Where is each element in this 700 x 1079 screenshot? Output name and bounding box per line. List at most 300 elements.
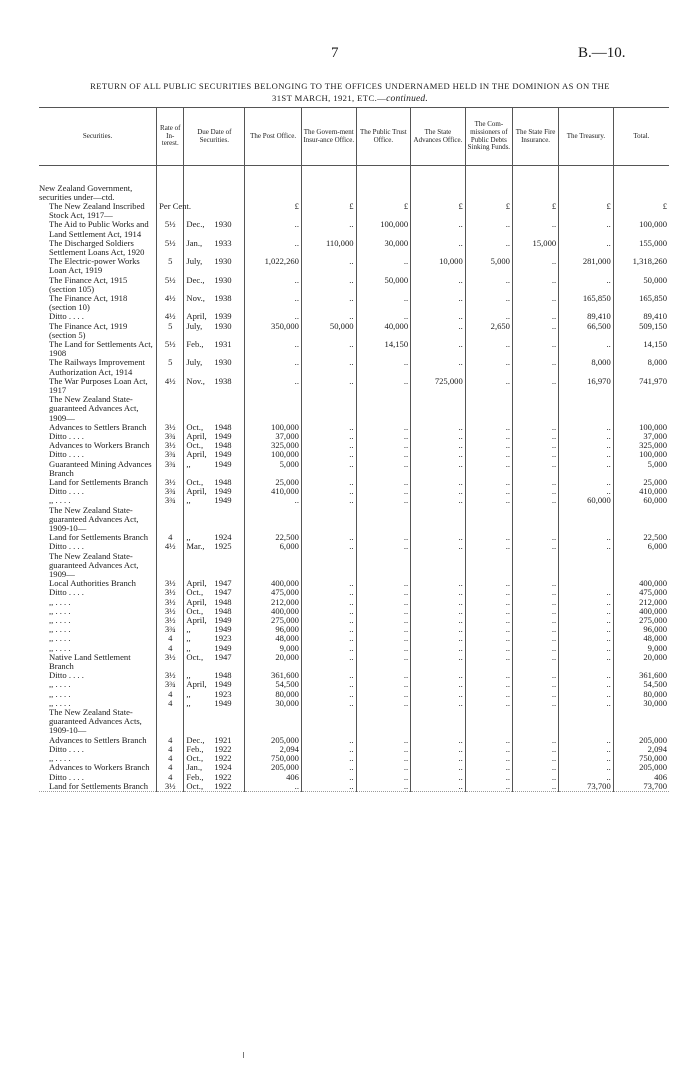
state-advances-cell: .. bbox=[411, 736, 466, 745]
state-advances-cell: .. bbox=[411, 588, 466, 597]
rate-cell: 4 bbox=[157, 745, 184, 754]
due-year: 1922 bbox=[214, 780, 232, 791]
sinking-funds-cell: .. bbox=[465, 423, 512, 432]
sinking-funds-cell: .. bbox=[465, 763, 512, 772]
title-continued: continued. bbox=[386, 94, 428, 104]
government-insurance-cell: .. bbox=[301, 671, 356, 680]
rate-cell: 3½ bbox=[157, 653, 184, 671]
rate-cell: 3¾ bbox=[157, 487, 184, 496]
public-trust-cell: .. bbox=[356, 745, 411, 754]
due-month: Dec., bbox=[186, 274, 205, 285]
due-month: Oct., bbox=[186, 587, 204, 598]
rate-cell: 4 bbox=[157, 699, 184, 708]
total-cell bbox=[613, 184, 669, 202]
due-year: 1949 bbox=[214, 458, 232, 469]
public-trust-cell: .. bbox=[356, 358, 411, 376]
treasury-cell: 281,000 bbox=[559, 257, 614, 275]
post-office-cell: .. bbox=[245, 782, 302, 792]
government-insurance-cell: .. bbox=[301, 690, 356, 699]
state-fire-cell: .. bbox=[512, 782, 558, 792]
sinking-funds-cell: .. bbox=[465, 690, 512, 699]
state-advances-cell: .. bbox=[411, 699, 466, 708]
due-month: Jan., bbox=[186, 762, 203, 773]
treasury-cell: 8,000 bbox=[559, 358, 614, 376]
public-trust-cell: £ bbox=[356, 202, 411, 220]
security-name-cell: ,, . . . . bbox=[49, 688, 71, 699]
post-office-cell: 48,000 bbox=[245, 634, 302, 643]
title-line-2 bbox=[28, 92, 672, 105]
treasury-cell bbox=[559, 166, 614, 184]
state-fire-cell bbox=[512, 395, 558, 423]
sinking-funds-cell: .. bbox=[465, 754, 512, 763]
due-month: ,, bbox=[186, 642, 191, 653]
footer-mark bbox=[243, 1052, 244, 1058]
due-month: Dec., bbox=[186, 219, 205, 230]
table-row bbox=[39, 763, 669, 772]
total-cell: 100,000 bbox=[613, 423, 669, 432]
treasury-cell: .. bbox=[559, 220, 614, 238]
due-month: July, bbox=[186, 320, 203, 331]
rate-cell: 4½ bbox=[157, 312, 184, 321]
state-fire-cell: .. bbox=[512, 478, 558, 487]
post-office-cell: 361,600 bbox=[245, 671, 302, 680]
state-advances-cell: .. bbox=[411, 460, 466, 478]
sinking-funds-cell: .. bbox=[465, 745, 512, 754]
government-insurance-cell: .. bbox=[301, 616, 356, 625]
total-cell: 5,000 bbox=[613, 460, 669, 478]
rate-cell: 4½ bbox=[157, 542, 184, 551]
security-name-cell: The Electric-power Works Loan Act, 1919 bbox=[49, 256, 140, 276]
col-government-insurance: The Govern-ment Insur-ance Office. bbox=[301, 108, 356, 166]
sinking-funds-cell: .. bbox=[465, 478, 512, 487]
security-name-cell: ,, . . . . bbox=[49, 624, 71, 635]
state-advances-cell bbox=[411, 708, 466, 736]
due-month: Oct., bbox=[186, 651, 204, 662]
post-office-cell: 96,000 bbox=[245, 625, 302, 634]
state-advances-cell: .. bbox=[411, 671, 466, 680]
government-insurance-cell: .. bbox=[301, 432, 356, 441]
due-month: April, bbox=[186, 578, 207, 589]
table-row bbox=[39, 588, 669, 597]
security-name-cell: ,, . . . . bbox=[49, 596, 71, 607]
total-cell: 54,500 bbox=[613, 680, 669, 689]
total-cell: 37,000 bbox=[613, 432, 669, 441]
due-year: 1949 bbox=[214, 642, 232, 653]
security-name-cell: Ditto . . . . bbox=[49, 771, 84, 782]
treasury-cell: .. bbox=[559, 441, 614, 450]
post-office-cell: .. bbox=[245, 377, 302, 395]
post-office-cell: .. bbox=[245, 220, 302, 238]
government-insurance-cell: .. bbox=[301, 782, 356, 792]
public-trust-cell: .. bbox=[356, 377, 411, 395]
government-insurance-cell: .. bbox=[301, 377, 356, 395]
public-trust-cell: .. bbox=[356, 607, 411, 616]
security-name-cell: The New Zealand State-guaranteed Advances Act, 1909— bbox=[49, 550, 139, 580]
rate-cell: 3½ bbox=[157, 607, 184, 616]
government-insurance-cell: .. bbox=[301, 745, 356, 754]
post-office-cell: 1,022,260 bbox=[245, 257, 302, 275]
treasury-cell: .. bbox=[559, 773, 614, 782]
total-cell: 96,000 bbox=[613, 625, 669, 634]
col-total: Total. bbox=[613, 108, 669, 166]
sinking-funds-cell: .. bbox=[465, 773, 512, 782]
sinking-funds-cell: .. bbox=[465, 736, 512, 745]
due-date-cell bbox=[184, 699, 245, 708]
due-date-cell bbox=[184, 257, 245, 275]
public-trust-cell: .. bbox=[356, 598, 411, 607]
treasury-cell: .. bbox=[559, 616, 614, 625]
state-fire-cell: .. bbox=[512, 432, 558, 441]
government-insurance-cell: .. bbox=[301, 773, 356, 782]
state-advances-cell: .. bbox=[411, 763, 466, 772]
treasury-cell: .. bbox=[559, 423, 614, 432]
due-month: Oct., bbox=[186, 421, 204, 432]
due-year: 1933 bbox=[214, 237, 232, 248]
post-office-cell: .. bbox=[245, 358, 302, 376]
sinking-funds-cell: 2,650 bbox=[465, 322, 512, 340]
due-month: Oct., bbox=[186, 605, 204, 616]
rate-cell: 3¾ bbox=[157, 450, 184, 459]
due-month: Nov., bbox=[186, 292, 205, 303]
due-month: April, bbox=[186, 486, 207, 497]
treasury-cell: .. bbox=[559, 607, 614, 616]
sinking-funds-cell: .. bbox=[465, 450, 512, 459]
state-advances-cell bbox=[411, 552, 466, 580]
post-office-cell: 100,000 bbox=[245, 450, 302, 459]
government-insurance-cell bbox=[301, 184, 356, 202]
total-cell: 2,094 bbox=[613, 745, 669, 754]
rate-cell: 3½ bbox=[157, 441, 184, 450]
total-cell: 275,000 bbox=[613, 616, 669, 625]
sinking-funds-cell: .. bbox=[465, 460, 512, 478]
due-date-cell bbox=[184, 294, 245, 312]
government-insurance-cell: .. bbox=[301, 276, 356, 294]
government-insurance-cell: .. bbox=[301, 699, 356, 708]
security-name-cell: ,, . . . . bbox=[49, 615, 71, 626]
due-date-cell bbox=[184, 377, 245, 395]
state-fire-cell: .. bbox=[512, 377, 558, 395]
security-name-cell: The War Purposes Loan Act, 1917 bbox=[49, 375, 148, 395]
public-trust-cell: .. bbox=[356, 533, 411, 542]
security-name-cell: Native Land Settlement Branch bbox=[49, 651, 131, 672]
total-cell: 22,500 bbox=[613, 533, 669, 542]
treasury-cell: .. bbox=[559, 745, 614, 754]
due-month: Feb., bbox=[186, 771, 204, 782]
due-year: 1939 bbox=[214, 311, 232, 322]
due-date-cell bbox=[184, 276, 245, 294]
state-fire-cell: .. bbox=[512, 680, 558, 689]
post-office-cell: .. bbox=[245, 312, 302, 321]
total-cell: 73,700 bbox=[613, 782, 669, 792]
treasury-cell: .. bbox=[559, 542, 614, 551]
government-insurance-cell: .. bbox=[301, 653, 356, 671]
total-cell: 400,000 bbox=[613, 607, 669, 616]
post-office-cell: 205,000 bbox=[245, 763, 302, 772]
public-trust-cell: 14,150 bbox=[356, 340, 411, 358]
public-trust-cell: .. bbox=[356, 478, 411, 487]
public-trust-cell: .. bbox=[356, 634, 411, 643]
due-year: 1949 bbox=[214, 615, 232, 626]
sinking-funds-cell: £ bbox=[465, 202, 512, 220]
sinking-funds-cell: .. bbox=[465, 634, 512, 643]
state-advances-cell: .. bbox=[411, 358, 466, 376]
sinking-funds-cell: .. bbox=[465, 653, 512, 671]
security-name-cell: ,, . . . . bbox=[49, 753, 71, 764]
rate-cell: 4½ bbox=[157, 377, 184, 395]
due-year: 1931 bbox=[214, 338, 232, 349]
sinking-funds-cell: .. bbox=[465, 699, 512, 708]
due-month: ,, bbox=[186, 633, 191, 644]
state-fire-cell: .. bbox=[512, 579, 558, 588]
state-advances-cell: .. bbox=[411, 239, 466, 257]
total-cell bbox=[613, 708, 669, 736]
state-fire-cell: .. bbox=[512, 496, 558, 505]
due-date-cell bbox=[184, 552, 245, 580]
sinking-funds-cell bbox=[465, 395, 512, 423]
public-trust-cell: .. bbox=[356, 441, 411, 450]
post-office-cell bbox=[245, 552, 302, 580]
total-cell: 475,000 bbox=[613, 588, 669, 597]
sinking-funds-cell: .. bbox=[465, 579, 512, 588]
rate-cell: 4 bbox=[157, 754, 184, 763]
total-cell: 6,000 bbox=[613, 542, 669, 551]
public-trust-cell: 30,000 bbox=[356, 239, 411, 257]
security-name-cell: Ditto . . . . bbox=[49, 743, 84, 754]
state-fire-cell: .. bbox=[512, 294, 558, 312]
public-trust-cell: .. bbox=[356, 754, 411, 763]
state-advances-cell: £ bbox=[411, 202, 466, 220]
state-fire-cell: .. bbox=[512, 322, 558, 340]
government-insurance-cell: .. bbox=[301, 533, 356, 542]
government-insurance-cell: .. bbox=[301, 680, 356, 689]
post-office-cell: 400,000 bbox=[245, 607, 302, 616]
security-name-cell: ,, . . . . bbox=[49, 605, 71, 616]
sinking-funds-cell: .. bbox=[465, 487, 512, 496]
due-month: April, bbox=[186, 311, 207, 322]
public-trust-cell: .. bbox=[356, 773, 411, 782]
post-office-cell: 410,000 bbox=[245, 487, 302, 496]
rate-cell: 3½ bbox=[157, 478, 184, 487]
treasury-cell: .. bbox=[559, 478, 614, 487]
treasury-cell bbox=[559, 506, 614, 534]
security-name-cell: The New Zealand State-guaranteed Advances Act, 1909-10— bbox=[49, 504, 139, 534]
rate-cell: 5 bbox=[157, 322, 184, 340]
due-year: 1948 bbox=[214, 670, 232, 681]
government-insurance-cell: .. bbox=[301, 312, 356, 321]
treasury-cell: .. bbox=[559, 671, 614, 680]
treasury-cell: 165,850 bbox=[559, 294, 614, 312]
state-fire-cell: .. bbox=[512, 257, 558, 275]
total-cell: 509,150 bbox=[613, 322, 669, 340]
rate-cell: 3½ bbox=[157, 579, 184, 588]
rate-cell bbox=[157, 166, 184, 184]
table-row bbox=[39, 202, 669, 220]
due-year: 1922 bbox=[214, 771, 232, 782]
state-fire-cell: .. bbox=[512, 671, 558, 680]
sinking-funds-cell: .. bbox=[465, 588, 512, 597]
state-fire-cell: .. bbox=[512, 276, 558, 294]
treasury-cell: 60,000 bbox=[559, 496, 614, 505]
state-advances-cell: .. bbox=[411, 579, 466, 588]
sinking-funds-cell: .. bbox=[465, 441, 512, 450]
table-row bbox=[39, 653, 669, 671]
due-year: 1938 bbox=[214, 375, 232, 386]
state-fire-cell bbox=[512, 506, 558, 534]
post-office-cell: 54,500 bbox=[245, 680, 302, 689]
government-insurance-cell: .. bbox=[301, 450, 356, 459]
post-office-cell bbox=[245, 506, 302, 534]
due-month: Jan., bbox=[186, 237, 203, 248]
government-insurance-cell: 110,000 bbox=[301, 239, 356, 257]
due-year: 1938 bbox=[214, 292, 232, 303]
government-insurance-cell: .. bbox=[301, 644, 356, 653]
security-name-cell: ,, . . . . bbox=[49, 495, 71, 506]
government-insurance-cell: .. bbox=[301, 625, 356, 634]
due-month: Oct., bbox=[186, 753, 204, 764]
security-name-cell: The New Zealand State-guaranteed Advances Acts, 1909-10— bbox=[49, 707, 142, 736]
government-insurance-cell: .. bbox=[301, 478, 356, 487]
table-row bbox=[39, 340, 669, 358]
rate-cell: 3¾ bbox=[157, 496, 184, 505]
security-name-cell: Guaranteed Mining Advances Branch bbox=[49, 458, 152, 478]
security-name-cell: Ditto . . . . bbox=[49, 430, 84, 441]
public-trust-cell: .. bbox=[356, 736, 411, 745]
total-cell: 361,600 bbox=[613, 671, 669, 680]
post-office-cell: 37,000 bbox=[245, 432, 302, 441]
security-name-cell: The New Zealand Inscribed Stock Act, 1917— bbox=[49, 200, 145, 221]
public-trust-cell: .. bbox=[356, 690, 411, 699]
government-insurance-cell: .. bbox=[301, 220, 356, 238]
due-date-cell bbox=[184, 460, 245, 478]
post-office-cell: 25,000 bbox=[245, 478, 302, 487]
post-office-cell: 6,000 bbox=[245, 542, 302, 551]
post-office-cell bbox=[245, 395, 302, 423]
rate-cell: 4 bbox=[157, 690, 184, 699]
security-name-cell: ,, . . . . bbox=[49, 642, 71, 653]
state-fire-cell: .. bbox=[512, 763, 558, 772]
total-cell: 400,000 bbox=[613, 579, 669, 588]
col-state-advances: The State Advances Office. bbox=[411, 108, 466, 166]
table-row bbox=[39, 460, 669, 478]
table-row bbox=[39, 671, 669, 680]
due-year: 1922 bbox=[214, 753, 232, 764]
state-fire-cell: .. bbox=[512, 487, 558, 496]
state-fire-cell: .. bbox=[512, 588, 558, 597]
due-month: April, bbox=[186, 449, 207, 460]
state-advances-cell bbox=[411, 395, 466, 423]
rate-cell bbox=[157, 184, 184, 202]
post-office-cell: 80,000 bbox=[245, 690, 302, 699]
due-year: 1947 bbox=[214, 651, 232, 662]
table-row bbox=[39, 533, 669, 542]
due-year: 1923 bbox=[214, 688, 232, 699]
state-advances-cell: .. bbox=[411, 782, 466, 792]
public-trust-cell: .. bbox=[356, 312, 411, 321]
treasury-cell: .. bbox=[559, 276, 614, 294]
treasury-cell: .. bbox=[559, 598, 614, 607]
public-trust-cell: .. bbox=[356, 644, 411, 653]
state-advances-cell: .. bbox=[411, 542, 466, 551]
treasury-cell bbox=[559, 395, 614, 423]
due-date-cell bbox=[184, 395, 245, 423]
government-insurance-cell: 50,000 bbox=[301, 322, 356, 340]
due-date-cell bbox=[184, 782, 245, 792]
table-row bbox=[39, 745, 669, 754]
due-year: 1925 bbox=[214, 541, 232, 552]
public-trust-cell: 40,000 bbox=[356, 322, 411, 340]
public-trust-cell: .. bbox=[356, 616, 411, 625]
treasury-cell: .. bbox=[559, 487, 614, 496]
sinking-funds-cell bbox=[465, 506, 512, 534]
sinking-funds-cell: .. bbox=[465, 358, 512, 376]
post-office-cell: 350,000 bbox=[245, 322, 302, 340]
due-year: 1949 bbox=[214, 697, 232, 708]
government-insurance-cell: .. bbox=[301, 257, 356, 275]
due-month: ,, bbox=[186, 670, 191, 681]
state-fire-cell bbox=[512, 708, 558, 736]
due-date-cell bbox=[184, 496, 245, 505]
table-row bbox=[39, 166, 669, 184]
rate-cell: 3¾ bbox=[157, 432, 184, 441]
security-name-cell: Advances to Workers Branch bbox=[49, 440, 150, 451]
rate-cell: 3½ bbox=[157, 598, 184, 607]
rate-cell: 5½ bbox=[157, 220, 184, 238]
security-name-cell: New Zealand Government, securities under—ctd. bbox=[39, 182, 133, 202]
due-year: 1930 bbox=[214, 256, 232, 267]
state-advances-cell: .. bbox=[411, 294, 466, 312]
total-cell: 212,000 bbox=[613, 598, 669, 607]
due-year: 1948 bbox=[214, 421, 232, 432]
table-row bbox=[39, 736, 669, 745]
table-row bbox=[39, 377, 669, 395]
table-row bbox=[39, 542, 669, 551]
table-row bbox=[39, 699, 669, 708]
public-trust-cell: .. bbox=[356, 699, 411, 708]
total-cell: 325,000 bbox=[613, 441, 669, 450]
state-advances-cell bbox=[411, 506, 466, 534]
security-name-cell: Land for Settlements Branch bbox=[49, 532, 149, 543]
government-insurance-cell: .. bbox=[301, 598, 356, 607]
table-row bbox=[39, 322, 669, 340]
rate-cell: 4 bbox=[157, 644, 184, 653]
post-office-cell: 5,000 bbox=[245, 460, 302, 478]
security-name-cell: The Finance Act, 1919 (section 5) bbox=[49, 320, 128, 340]
total-cell: 406 bbox=[613, 773, 669, 782]
public-trust-cell bbox=[356, 184, 411, 202]
total-cell: 89,410 bbox=[613, 312, 669, 321]
security-name-cell bbox=[39, 166, 157, 184]
post-office-cell: 750,000 bbox=[245, 754, 302, 763]
due-month: April, bbox=[186, 615, 207, 626]
public-trust-cell: .. bbox=[356, 653, 411, 671]
treasury-cell: .. bbox=[559, 763, 614, 772]
post-office-cell: 9,000 bbox=[245, 644, 302, 653]
due-year: 1923 bbox=[214, 633, 232, 644]
treasury-cell: .. bbox=[559, 653, 614, 671]
total-cell: 9,000 bbox=[613, 644, 669, 653]
state-advances-cell: 10,000 bbox=[411, 257, 466, 275]
title-date: 31ST MARCH, 1921, ETC.— bbox=[272, 93, 387, 103]
government-insurance-cell: .. bbox=[301, 579, 356, 588]
state-advances-cell: .. bbox=[411, 450, 466, 459]
treasury-cell: .. bbox=[559, 588, 614, 597]
security-name-cell: ,, . . . . bbox=[49, 697, 71, 708]
total-cell: 1,318,260 bbox=[613, 257, 669, 275]
state-fire-cell: .. bbox=[512, 754, 558, 763]
due-month: April, bbox=[186, 430, 207, 441]
state-fire-cell: .. bbox=[512, 423, 558, 432]
total-cell: 8,000 bbox=[613, 358, 669, 376]
